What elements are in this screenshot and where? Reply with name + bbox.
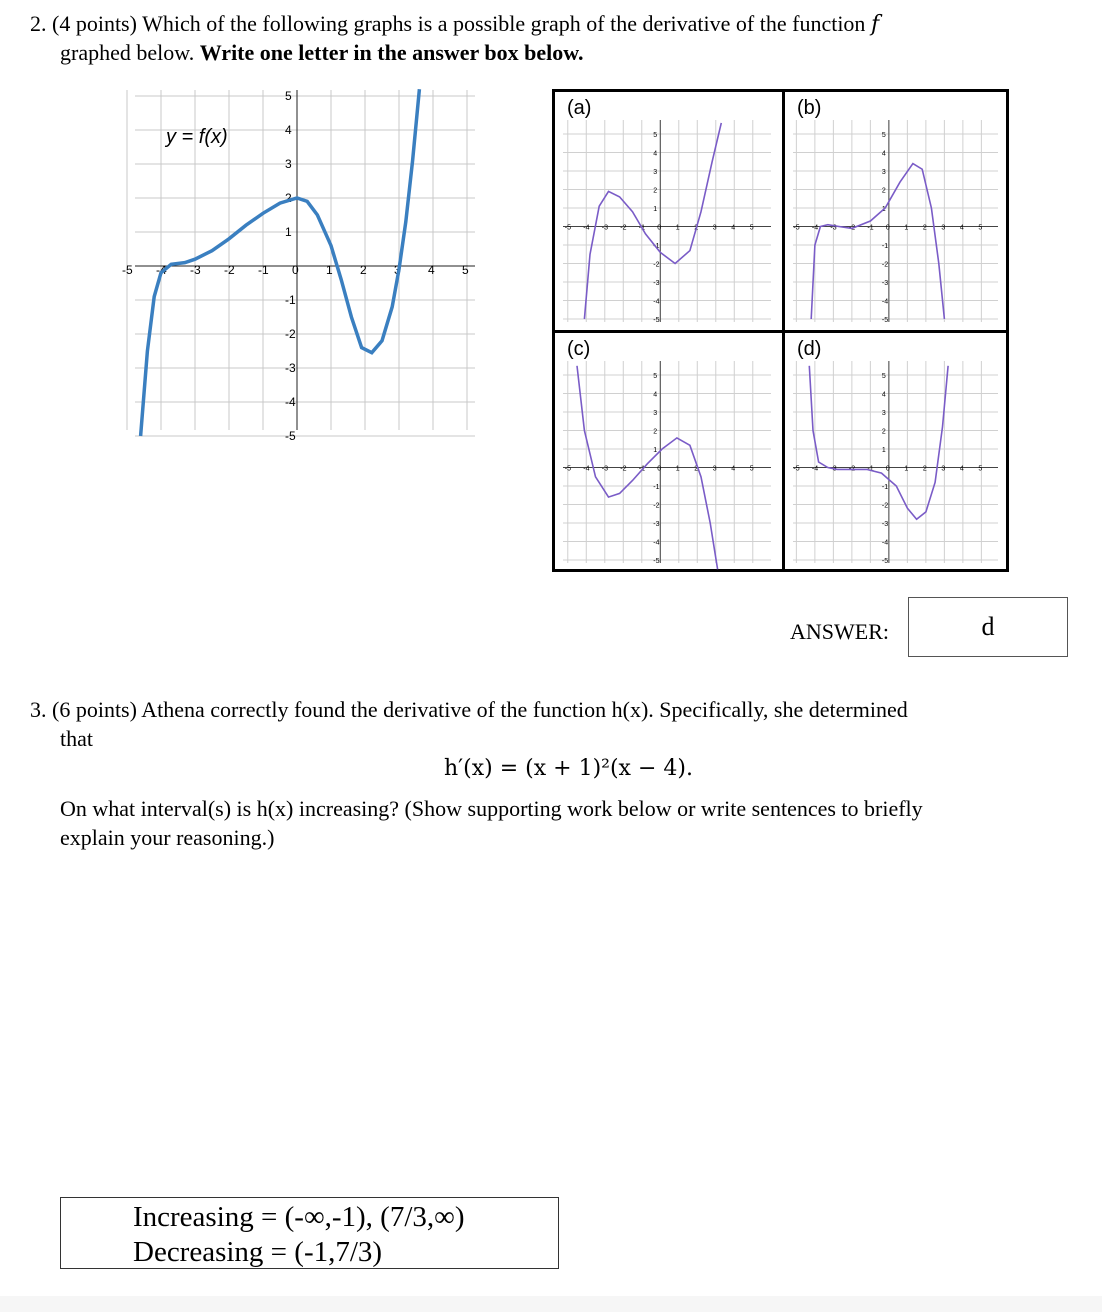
main-x-tick: 3 — [394, 263, 401, 277]
option-x-tick: 5 — [749, 465, 754, 473]
main-y-tick: -3 — [285, 361, 296, 375]
q2-points: (4 points) — [52, 11, 137, 36]
main-x-tick: -1 — [258, 263, 269, 277]
option-a-graph — [555, 92, 779, 328]
option-y-tick: 3 — [881, 169, 886, 177]
main-graph-label: y = f(x) — [166, 126, 228, 148]
option-y-tick: -2 — [653, 261, 660, 269]
option-x-tick: -5 — [793, 465, 800, 473]
option-x-tick: 0 — [885, 224, 890, 232]
option-x-tick: 5 — [978, 224, 983, 232]
main-graph — [122, 85, 480, 443]
increasing-interval: Increasing = (-∞,-1), (7/3,∞) — [133, 1201, 465, 1233]
option-y-tick: -3 — [881, 280, 889, 288]
option-label: (c) — [567, 338, 591, 360]
option-x-tick: 4 — [959, 224, 964, 232]
option-y-tick: -1 — [881, 484, 889, 492]
option-x-tick: -5 — [564, 224, 572, 232]
q3-text: Athena correctly found the derivative of the function h(x). Specifically, she determined — [141, 697, 908, 722]
option-b-graph — [785, 92, 1006, 328]
main-y-tick: -2 — [285, 327, 296, 341]
option-y-tick: -1 — [653, 484, 660, 492]
option-y-tick: 2 — [881, 428, 886, 436]
option-x-tick: -1 — [638, 465, 646, 473]
q2-instruction: Write one letter in the answer box below. — [199, 40, 584, 65]
main-x-tick: 4 — [428, 263, 435, 277]
main-x-tick: 0 — [292, 263, 299, 277]
option-y-tick: -2 — [653, 502, 660, 510]
main-x-tick: -3 — [190, 263, 201, 277]
q3-points: (6 points) — [52, 697, 137, 722]
option-x-tick: 4 — [731, 224, 736, 232]
option-x-tick: -4 — [583, 465, 590, 473]
option-label: (a) — [567, 97, 592, 119]
q3-line1 — [30, 695, 908, 724]
option-x-tick: -1 — [638, 224, 646, 232]
option-x-tick: 0 — [657, 465, 662, 473]
main-y-tick: 3 — [285, 157, 292, 171]
option-x-tick: 1 — [675, 465, 680, 473]
option-x-tick: 2 — [922, 465, 927, 473]
main-y-tick: 5 — [285, 89, 292, 103]
option-y-tick: -1 — [881, 243, 889, 251]
option-x-tick: -3 — [601, 465, 609, 473]
q3-question1: On what interval(s) is h(x) increasing? (Show supporting work below or write sentences to briefly — [60, 796, 923, 821]
option-label: (b) — [797, 97, 822, 119]
option-y-tick: -2 — [881, 261, 889, 269]
main-x-tick: -5 — [122, 263, 133, 277]
option-y-tick: -2 — [881, 502, 889, 510]
main-x-tick: -4 — [156, 263, 167, 277]
q2-number: 2. — [30, 11, 47, 36]
answer-label: ANSWER: — [790, 619, 889, 644]
option-y-tick: 1 — [881, 206, 886, 214]
option-label: (d) — [797, 338, 822, 360]
option-y-tick: 2 — [653, 187, 658, 195]
option-d-graph — [785, 333, 1006, 569]
q3-question2: explain your reasoning.) — [60, 825, 275, 850]
option-x-tick: 2 — [922, 224, 927, 232]
option-y-tick: 4 — [653, 391, 658, 399]
option-curve — [809, 366, 948, 520]
option-x-tick: 0 — [657, 224, 662, 232]
option-x-tick: -4 — [811, 465, 819, 473]
main-x-tick: 2 — [360, 263, 367, 277]
option-y-tick: -4 — [881, 539, 889, 547]
option-x-tick: -3 — [830, 224, 837, 232]
option-y-tick: 2 — [653, 428, 658, 436]
q2-line1 — [30, 9, 879, 39]
option-y-tick: -3 — [881, 521, 889, 529]
option-x-tick: 2 — [694, 224, 699, 232]
q2-text: Which of the following graphs is a possible graph of the derivative of the function — [142, 11, 866, 36]
option-x-tick: 1 — [675, 224, 680, 232]
option-y-tick: -3 — [653, 280, 660, 288]
option-y-tick: -5 — [653, 558, 660, 566]
option-y-tick: 5 — [881, 373, 886, 381]
option-y-tick: 2 — [881, 187, 886, 195]
option-y-tick: -5 — [881, 558, 889, 566]
option-y-tick: -5 — [881, 317, 889, 325]
option-x-tick: 3 — [941, 224, 946, 232]
option-y-tick: 3 — [653, 410, 658, 418]
option-x-tick: -4 — [811, 224, 819, 232]
main-y-tick: 2 — [285, 191, 292, 205]
q3-number: 3. — [30, 697, 47, 722]
option-x-tick: -5 — [793, 224, 800, 232]
option-y-tick: -1 — [653, 243, 660, 251]
main-y-tick: 1 — [285, 225, 292, 239]
option-y-tick: -4 — [653, 298, 660, 306]
option-y-tick: 4 — [881, 391, 886, 399]
page-bottom — [0, 1296, 1102, 1312]
option-x-tick: 2 — [694, 465, 699, 473]
option-x-tick: -1 — [867, 465, 874, 473]
option-x-tick: 0 — [885, 465, 890, 473]
main-x-tick: 1 — [326, 263, 333, 277]
option-y-tick: 3 — [881, 410, 886, 418]
option-x-tick: -3 — [601, 224, 609, 232]
option-x-tick: 3 — [941, 465, 946, 473]
option-x-tick: 1 — [904, 465, 909, 473]
option-c-graph — [555, 333, 779, 569]
option-x-tick: 1 — [904, 224, 909, 232]
option-y-tick: 1 — [653, 447, 658, 455]
decreasing-interval: Decreasing = (-1,7/3) — [133, 1236, 383, 1268]
option-y-tick: -4 — [653, 539, 660, 547]
option-x-tick: 5 — [749, 224, 754, 232]
main-y-tick: -1 — [285, 293, 296, 307]
option-y-tick: 4 — [653, 150, 658, 158]
option-x-tick: -2 — [848, 224, 856, 232]
answer-box[interactable] — [908, 597, 1068, 657]
option-y-tick: 4 — [881, 150, 886, 158]
q2-func: f — [870, 12, 880, 37]
option-x-tick: 3 — [712, 224, 717, 232]
option-x-tick: -2 — [848, 465, 856, 473]
option-x-tick: -5 — [564, 465, 572, 473]
main-y-tick: 4 — [285, 123, 292, 137]
main-x-tick: -2 — [224, 263, 235, 277]
option-x-tick: 5 — [978, 465, 983, 473]
option-y-tick: 3 — [653, 169, 658, 177]
option-x-tick: 4 — [731, 465, 736, 473]
q3-formula: h′(x) = (x + 1)²(x − 4). — [444, 756, 693, 781]
answer-value: d — [981, 612, 995, 641]
option-y-tick: -5 — [653, 317, 660, 325]
option-curve — [811, 164, 944, 319]
option-y-tick: 1 — [881, 447, 886, 455]
option-x-tick: -4 — [583, 224, 590, 232]
option-x-tick: -3 — [830, 465, 837, 473]
q2-line2 — [60, 38, 583, 67]
q2-text2: graphed below. — [60, 40, 195, 65]
main-x-tick: 5 — [462, 263, 469, 277]
option-x-tick: 3 — [712, 465, 717, 473]
main-y-tick: -4 — [285, 395, 296, 409]
option-y-tick: 5 — [881, 132, 886, 140]
option-x-tick: -2 — [620, 224, 627, 232]
work-answer-box[interactable] — [60, 1197, 559, 1269]
main-y-tick: -5 — [285, 429, 296, 443]
option-y-tick: 1 — [653, 206, 658, 214]
q3-line2: that — [60, 726, 93, 751]
option-x-tick: -1 — [867, 224, 874, 232]
option-x-tick: -2 — [620, 465, 627, 473]
option-x-tick: 4 — [959, 465, 964, 473]
option-y-tick: -4 — [881, 298, 889, 306]
option-y-tick: -3 — [653, 521, 660, 529]
option-y-tick: 5 — [653, 132, 658, 140]
option-y-tick: 5 — [653, 373, 658, 381]
